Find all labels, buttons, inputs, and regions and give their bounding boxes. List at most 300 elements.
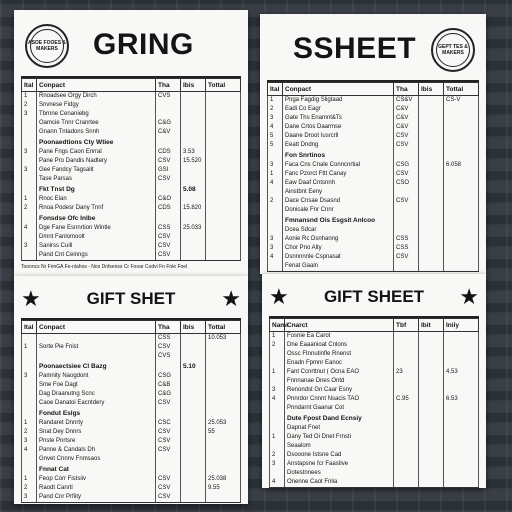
cell-total bbox=[206, 381, 241, 390]
cell-col3 bbox=[394, 469, 419, 478]
cell-desc: Eeatt Dndng bbox=[283, 141, 394, 150]
cell-col4 bbox=[181, 166, 206, 175]
cell-col3: CSV bbox=[156, 428, 181, 437]
table-row bbox=[22, 110, 241, 119]
column-header: Conpact bbox=[37, 79, 156, 92]
sheet-table bbox=[269, 318, 479, 488]
cell-col4 bbox=[181, 419, 206, 428]
cell-col4 bbox=[419, 460, 444, 469]
cell-col3: CSV bbox=[156, 484, 181, 493]
cell-col3 bbox=[156, 213, 181, 224]
table-row bbox=[22, 475, 241, 484]
cell-col4 bbox=[181, 119, 206, 128]
cell-col3 bbox=[156, 361, 181, 372]
cell-desc: Chor Pno Alty bbox=[283, 244, 394, 253]
cell-col3 bbox=[394, 332, 419, 342]
cell-col4 bbox=[419, 368, 444, 377]
cell-total bbox=[206, 101, 241, 110]
cell-num bbox=[22, 233, 37, 242]
sheet-footer: Toooncs Nr FrinGA Fe-nlahos - Nos Dnfsenss Cr Fooar Codvi Fn Fnle Foel bbox=[21, 264, 188, 270]
table-row bbox=[22, 166, 241, 175]
cell-desc bbox=[37, 334, 156, 344]
cell-col3: CSV bbox=[156, 175, 181, 184]
cell-col3: C&V bbox=[394, 114, 419, 123]
cell-col4 bbox=[419, 451, 444, 460]
cell-num: 2 bbox=[22, 204, 37, 213]
cell-col3 bbox=[156, 464, 181, 475]
cell-num bbox=[270, 350, 285, 359]
cell-col4 bbox=[181, 408, 206, 419]
cell-num bbox=[268, 150, 283, 161]
cell-total bbox=[206, 157, 241, 166]
cell-total bbox=[444, 478, 479, 488]
cell-total bbox=[444, 114, 479, 123]
cell-col4 bbox=[419, 114, 444, 123]
table-row bbox=[22, 233, 241, 242]
cell-col4 bbox=[419, 150, 444, 161]
cell-num: 3 bbox=[22, 437, 37, 446]
cell-col4 bbox=[419, 386, 444, 395]
cell-num: 1 bbox=[22, 343, 37, 352]
table-row bbox=[22, 204, 241, 213]
cell-col3 bbox=[394, 442, 419, 451]
cell-num: 2 bbox=[22, 428, 37, 437]
cell-num bbox=[268, 226, 283, 235]
cell-desc: Gate Ths Enamnt&Ts bbox=[283, 114, 394, 123]
cell-desc: Onenne Caot Fnlia bbox=[285, 478, 394, 488]
cell-col3: CSV bbox=[394, 141, 419, 150]
cell-total bbox=[444, 404, 479, 413]
table-row bbox=[270, 451, 479, 460]
cell-desc: Anstapsne fcr Faastive bbox=[285, 460, 394, 469]
table-row bbox=[22, 119, 241, 128]
cell-total bbox=[206, 213, 241, 224]
table-row bbox=[268, 253, 479, 262]
cell-desc: Fonsdse Ofc Inlbe bbox=[37, 213, 156, 224]
cell-desc: Panne & Candals Dh bbox=[37, 446, 156, 455]
cell-col4 bbox=[181, 128, 206, 137]
cell-total bbox=[444, 359, 479, 368]
cell-total: 55 bbox=[206, 428, 241, 437]
cell-num bbox=[22, 119, 37, 128]
cell-total bbox=[444, 253, 479, 262]
table-row bbox=[268, 179, 479, 188]
table-row bbox=[22, 175, 241, 184]
table-row bbox=[270, 478, 479, 488]
section-row bbox=[268, 150, 479, 161]
cell-col4 bbox=[181, 381, 206, 390]
table-header-row bbox=[270, 319, 479, 332]
cell-num: 4 bbox=[22, 446, 37, 455]
cell-desc: Poonaectsiee Cl Bazg bbox=[37, 361, 156, 372]
cell-col4 bbox=[419, 226, 444, 235]
cell-desc: Ainstbnt Eeny bbox=[283, 188, 394, 197]
cell-col3: C&V bbox=[394, 123, 419, 132]
table-row bbox=[22, 372, 241, 381]
cell-num: 1 bbox=[270, 332, 285, 342]
table-header-row bbox=[22, 321, 241, 334]
column-header: Ibit bbox=[419, 319, 444, 332]
cell-desc: Fenat Gaaln bbox=[283, 262, 394, 272]
cell-col3: CVS bbox=[156, 352, 181, 361]
cell-col4: 3.53 bbox=[181, 148, 206, 157]
cell-total bbox=[206, 242, 241, 251]
cell-num bbox=[22, 175, 37, 184]
column-header: Tha bbox=[156, 321, 181, 334]
cell-desc: Feop Corr Fistsiiv bbox=[37, 475, 156, 484]
cell-col4 bbox=[181, 399, 206, 408]
cell-col3: CSV bbox=[156, 399, 181, 408]
cell-total bbox=[444, 469, 479, 478]
column-header: Tottal bbox=[206, 79, 241, 92]
cell-col4 bbox=[419, 170, 444, 179]
sheet-title: GRING bbox=[93, 28, 194, 61]
cell-col3: CSV bbox=[156, 233, 181, 242]
cell-total bbox=[206, 175, 241, 184]
cell-num: 3 bbox=[22, 166, 37, 175]
cell-total bbox=[444, 262, 479, 272]
cell-num bbox=[270, 377, 285, 386]
cell-col3 bbox=[394, 460, 419, 469]
cell-num: 4 bbox=[270, 478, 285, 488]
gift-sheet-sheet bbox=[262, 274, 486, 488]
cell-num: 1 bbox=[22, 419, 37, 428]
cell-col3 bbox=[394, 206, 419, 215]
table-row bbox=[268, 262, 479, 272]
cell-col4 bbox=[419, 188, 444, 197]
sheet-table bbox=[21, 320, 241, 503]
cell-desc: Pnste Pnrtsre bbox=[37, 437, 156, 446]
column-header: Tbf bbox=[394, 319, 419, 332]
table-row bbox=[22, 493, 241, 503]
cell-col4 bbox=[181, 343, 206, 352]
cell-num bbox=[268, 206, 283, 215]
ssheet-sheet bbox=[260, 14, 486, 274]
cell-total bbox=[444, 413, 479, 424]
cell-col4 bbox=[181, 175, 206, 184]
cell-num: 3 bbox=[270, 460, 285, 469]
cell-total bbox=[444, 206, 479, 215]
cell-total bbox=[444, 332, 479, 342]
sheet-header bbox=[267, 18, 479, 82]
cell-desc: Dotestnnees bbox=[285, 469, 394, 478]
cell-total bbox=[444, 451, 479, 460]
cell-desc: Tbrnne Cenaniebg bbox=[37, 110, 156, 119]
cell-num: 2 bbox=[268, 197, 283, 206]
table-row bbox=[268, 96, 479, 106]
cell-col3 bbox=[394, 188, 419, 197]
cell-desc: Pane Fngs Caon Enrral bbox=[37, 148, 156, 157]
table-row bbox=[270, 386, 479, 395]
cell-col4 bbox=[181, 251, 206, 261]
cell-num: 1 bbox=[270, 433, 285, 442]
cell-col4 bbox=[419, 469, 444, 478]
cell-col3: CSV bbox=[156, 157, 181, 166]
cell-total bbox=[444, 123, 479, 132]
cell-num: 4 bbox=[22, 224, 37, 233]
star-icon: ★ bbox=[21, 286, 41, 311]
cell-col4 bbox=[419, 215, 444, 226]
table-row bbox=[268, 132, 479, 141]
cell-total bbox=[206, 204, 241, 213]
cell-col3 bbox=[394, 262, 419, 272]
cell-col3 bbox=[394, 404, 419, 413]
cell-col3 bbox=[394, 341, 419, 350]
cell-desc: Rnoadsee Orgy Dirch bbox=[37, 92, 156, 102]
cell-col3 bbox=[156, 110, 181, 119]
cell-col3 bbox=[394, 377, 419, 386]
cell-col3 bbox=[394, 386, 419, 395]
cell-desc: Dane Crtos Daarmse bbox=[283, 123, 394, 132]
table-row bbox=[268, 235, 479, 244]
cell-col4 bbox=[419, 161, 444, 170]
cell-col4 bbox=[181, 446, 206, 455]
table-row bbox=[268, 170, 479, 179]
star-icon: ★ bbox=[269, 284, 289, 309]
cell-desc: Fnnat Cat bbox=[37, 464, 156, 475]
cell-col3: CSV bbox=[156, 437, 181, 446]
cell-col3 bbox=[394, 226, 419, 235]
cell-col3: C&G bbox=[156, 390, 181, 399]
table-row bbox=[270, 350, 479, 359]
cell-num bbox=[22, 361, 37, 372]
cell-col4 bbox=[181, 390, 206, 399]
cell-num bbox=[22, 157, 37, 166]
cell-col3 bbox=[394, 451, 419, 460]
cell-col3 bbox=[156, 408, 181, 419]
cell-desc: Seaalom bbox=[285, 442, 394, 451]
cell-total bbox=[206, 110, 241, 119]
cell-col3 bbox=[156, 137, 181, 148]
section-row bbox=[22, 361, 241, 372]
gring-sheet bbox=[14, 10, 248, 278]
gift-shet-sheet bbox=[14, 276, 248, 504]
cell-col4: 15.520 bbox=[181, 157, 206, 166]
cell-num bbox=[268, 215, 283, 226]
cell-num bbox=[22, 399, 37, 408]
cell-desc: Dsnnnnnle Cspnasat bbox=[283, 253, 394, 262]
cell-total bbox=[444, 188, 479, 197]
cell-desc: Eadi Co Eagr bbox=[283, 105, 394, 114]
cell-num: 3 bbox=[22, 110, 37, 119]
cell-desc: Snat Dey Dnnrs bbox=[37, 428, 156, 437]
cell-total bbox=[206, 119, 241, 128]
cell-col3: CSV bbox=[156, 493, 181, 503]
cell-col4 bbox=[419, 235, 444, 244]
cell-col3: CSG bbox=[156, 372, 181, 381]
cell-num bbox=[270, 359, 285, 368]
seal-icon bbox=[431, 28, 475, 72]
column-header: Ital bbox=[22, 321, 37, 334]
sheet-header bbox=[269, 278, 479, 318]
table-row bbox=[268, 244, 479, 253]
table-row bbox=[22, 101, 241, 110]
cell-col3 bbox=[394, 150, 419, 161]
section-row bbox=[22, 464, 241, 475]
cell-num: 2 bbox=[22, 484, 37, 493]
cell-total bbox=[444, 150, 479, 161]
cell-col3 bbox=[394, 413, 419, 424]
cell-desc: Dace Cnsae Dsasnd bbox=[283, 197, 394, 206]
cell-total bbox=[206, 408, 241, 419]
column-header: Tha bbox=[156, 79, 181, 92]
cell-desc: Dapnat Fnet bbox=[285, 424, 394, 433]
seal-text: ASOE FOOES & MAKERS bbox=[27, 40, 67, 52]
cell-total bbox=[444, 433, 479, 442]
cell-desc: Poonaedtions Cty Wtiee bbox=[37, 137, 156, 148]
table-row bbox=[270, 332, 479, 342]
cell-col4 bbox=[181, 92, 206, 102]
cell-desc: Renondst Gn Caar Esny bbox=[285, 386, 394, 395]
cell-col3: CS&V bbox=[394, 96, 419, 106]
cell-total bbox=[206, 148, 241, 157]
cell-desc: Dmnt Fanlomoolt bbox=[37, 233, 156, 242]
cell-total: 6.058 bbox=[444, 161, 479, 170]
table-row bbox=[268, 197, 479, 206]
column-header: Nami bbox=[270, 319, 285, 332]
cell-col4 bbox=[419, 96, 444, 106]
cell-col4 bbox=[181, 352, 206, 361]
cell-total bbox=[206, 233, 241, 242]
cell-col4 bbox=[419, 350, 444, 359]
table-row bbox=[22, 242, 241, 251]
cell-col4 bbox=[419, 433, 444, 442]
table-row bbox=[22, 128, 241, 137]
cell-col3 bbox=[394, 424, 419, 433]
section-row bbox=[268, 215, 479, 226]
table-row bbox=[270, 469, 479, 478]
cell-col4 bbox=[181, 372, 206, 381]
cell-desc: Fant Ccnrttnut ( Ocna EAO bbox=[285, 368, 394, 377]
cell-desc: Dsooone Istsne Cad bbox=[285, 451, 394, 460]
cell-num: 4 bbox=[268, 253, 283, 262]
cell-col4 bbox=[181, 137, 206, 148]
cell-col4: 25.033 bbox=[181, 224, 206, 233]
cell-num: 1 bbox=[268, 170, 283, 179]
cell-desc: Gnvet Cnnnv Fnmsaos bbox=[37, 455, 156, 464]
table-row bbox=[22, 224, 241, 233]
cell-num: 1 bbox=[22, 475, 37, 484]
table-row bbox=[22, 419, 241, 428]
cell-desc: Dcea Sdcar bbox=[283, 226, 394, 235]
cell-col3: CSV bbox=[156, 446, 181, 455]
cell-col4 bbox=[419, 105, 444, 114]
section-row bbox=[22, 408, 241, 419]
cell-num: 1 bbox=[22, 92, 37, 102]
cell-num bbox=[22, 184, 37, 195]
cell-total bbox=[444, 460, 479, 469]
cell-total bbox=[206, 137, 241, 148]
cell-col4 bbox=[181, 213, 206, 224]
sheet-table bbox=[21, 78, 241, 261]
cell-total bbox=[206, 184, 241, 195]
cell-total bbox=[444, 179, 479, 188]
cell-col4 bbox=[181, 493, 206, 503]
cell-num: 1 bbox=[268, 96, 283, 106]
sheet-header bbox=[21, 14, 241, 78]
cell-col3 bbox=[394, 478, 419, 488]
cell-col3: CSC bbox=[156, 419, 181, 428]
cell-col3: C&G bbox=[156, 119, 181, 128]
cell-total: 9.55 bbox=[206, 484, 241, 493]
cell-num: 4 bbox=[268, 123, 283, 132]
cell-col4: 5.10 bbox=[181, 361, 206, 372]
cell-num bbox=[270, 469, 285, 478]
cell-desc: Fnnnanae Dnes Ontd bbox=[285, 377, 394, 386]
cell-desc: Fon Snrtinos bbox=[283, 150, 394, 161]
cell-desc: Dne Eaaanioat Cnlons bbox=[285, 341, 394, 350]
cell-col3: CDS bbox=[156, 148, 181, 157]
table-row bbox=[22, 334, 241, 344]
table-row bbox=[22, 352, 241, 361]
cell-desc: Sme Foe Dagt bbox=[37, 381, 156, 390]
cell-num: 3 bbox=[268, 114, 283, 123]
cell-col4 bbox=[419, 478, 444, 488]
cell-desc: Pnndarnt Gaanar Cot bbox=[285, 404, 394, 413]
table-row bbox=[270, 404, 479, 413]
cell-col4 bbox=[181, 334, 206, 344]
cell-total bbox=[206, 251, 241, 261]
cell-col3: CSV bbox=[394, 253, 419, 262]
cell-num: 4 bbox=[268, 179, 283, 188]
cell-total bbox=[206, 446, 241, 455]
cell-num bbox=[22, 381, 37, 390]
cell-col4 bbox=[419, 262, 444, 272]
cell-num bbox=[22, 390, 37, 399]
cell-desc bbox=[37, 352, 156, 361]
cell-total bbox=[444, 377, 479, 386]
table-row bbox=[22, 195, 241, 204]
column-header: Ibis bbox=[181, 79, 206, 92]
table-row bbox=[22, 92, 241, 102]
cell-col4 bbox=[419, 424, 444, 433]
star-icon: ★ bbox=[459, 284, 479, 309]
cell-num bbox=[22, 251, 37, 261]
cell-num bbox=[268, 262, 283, 272]
cell-desc: Daane Droot Iusrcrll bbox=[283, 132, 394, 141]
cell-total: CS-V bbox=[444, 96, 479, 106]
cell-total bbox=[206, 92, 241, 102]
cell-num: 1 bbox=[270, 368, 285, 377]
cell-col4 bbox=[181, 242, 206, 251]
table-row bbox=[22, 437, 241, 446]
table-row bbox=[268, 141, 479, 150]
column-header: Tha bbox=[394, 83, 419, 96]
cell-col4: 5.08 bbox=[181, 184, 206, 195]
cell-total bbox=[444, 170, 479, 179]
cell-num: 3 bbox=[22, 148, 37, 157]
cell-desc: Fmnansnd Ois Esgsit Anlcoo bbox=[283, 215, 394, 226]
cell-desc: Pand Cnt Ceinngs bbox=[37, 251, 156, 261]
cell-num bbox=[270, 404, 285, 413]
table-row bbox=[22, 484, 241, 493]
cell-desc: Sanirss Cuill bbox=[37, 242, 156, 251]
cell-num bbox=[22, 128, 37, 137]
cell-num: 3 bbox=[268, 244, 283, 253]
cell-num: 5 bbox=[268, 141, 283, 150]
star-icon: ★ bbox=[221, 286, 241, 311]
cell-num bbox=[22, 137, 37, 148]
cell-total bbox=[206, 128, 241, 137]
table-row bbox=[22, 390, 241, 399]
cell-num bbox=[268, 188, 283, 197]
table-row bbox=[270, 433, 479, 442]
column-header: Iniiy bbox=[444, 319, 479, 332]
cell-col4 bbox=[419, 359, 444, 368]
cell-col3: C&V bbox=[156, 128, 181, 137]
cell-total bbox=[444, 341, 479, 350]
cell-col3: CSO bbox=[394, 179, 419, 188]
